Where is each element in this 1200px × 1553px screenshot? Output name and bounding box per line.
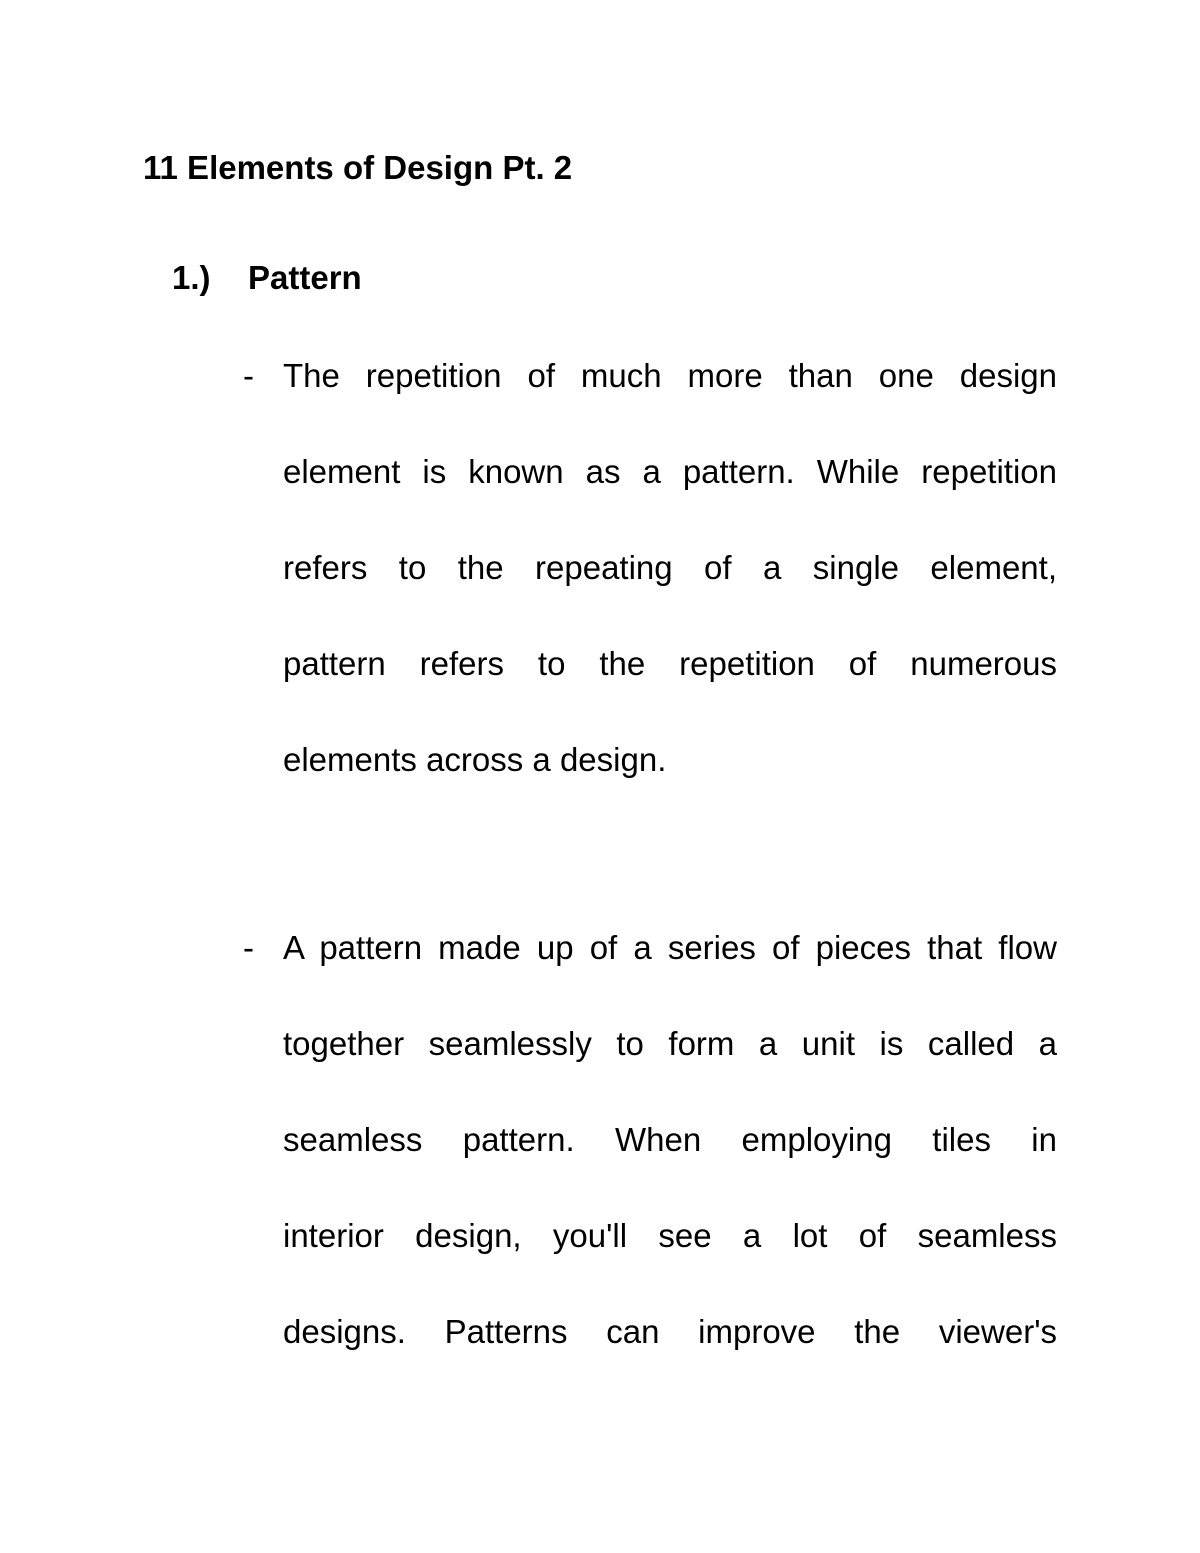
paragraph-line: pattern refers to the repetition of numerous xyxy=(283,645,1057,682)
bullet-dash: - xyxy=(243,357,254,394)
paragraph-line: The repetition of much more than one design xyxy=(283,357,1057,394)
section-title: Pattern xyxy=(248,259,362,296)
bullet-paragraph xyxy=(283,900,1057,1380)
document-title: 11 Elements of Design Pt. 2 xyxy=(143,149,573,186)
paragraph-line: together seamlessly to form a unit is called a xyxy=(283,1025,1057,1062)
section-number: 1.) xyxy=(172,259,211,296)
paragraph-line: designs. Patterns can improve the viewer's xyxy=(283,1313,1057,1350)
paragraph-line: element is known as a pattern. While repetition xyxy=(283,453,1057,490)
bullet-dash: - xyxy=(243,929,254,966)
paragraph-line: A pattern made up of a series of pieces that flow xyxy=(283,929,1057,966)
bullet-paragraph xyxy=(283,328,1057,808)
paragraph-line: elements across a design. xyxy=(283,741,667,778)
paragraph-line: interior design, you'll see a lot of seamless xyxy=(283,1217,1057,1254)
paragraph-line: seamless pattern. When employing tiles in xyxy=(283,1121,1057,1158)
paragraph-line: refers to the repeating of a single element, xyxy=(283,549,1057,586)
section-heading xyxy=(172,256,362,300)
